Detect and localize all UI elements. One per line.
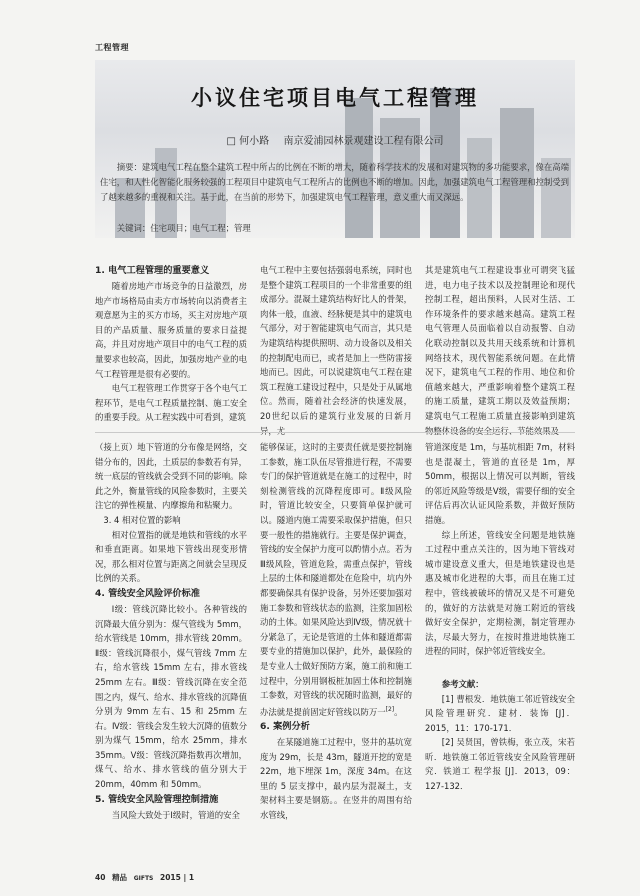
upper-column-1 xyxy=(95,263,247,428)
section-divider xyxy=(95,432,575,433)
byline xyxy=(95,132,575,147)
author: □ 何小路 xyxy=(226,136,270,147)
paragraph: 电气工程管理工作贯穿于各个电气工程环节，是电气工程质量控制、施工安全的重要手段。从工程实践中可看到，建筑 xyxy=(95,383,247,423)
article-title: 小议住宅项目电气工程管理 xyxy=(191,85,479,110)
paragraph xyxy=(260,440,412,719)
citation: [2] xyxy=(385,705,395,713)
column-tag: 工程管理 xyxy=(95,43,129,52)
upper-column-2 xyxy=(260,263,412,436)
paragraph: 相对位置指的就是地铁和管线的水平和垂直距离。如果地下管线出现变形情况，那么相对位置与距离之间就会呈现反比例的关系。 xyxy=(95,529,247,584)
section-heading: 6. 案例分析 xyxy=(260,721,310,733)
page-number: 40 xyxy=(95,873,106,882)
section-heading: 4. 管线安全风险评价标准 xyxy=(95,587,200,599)
paragraph: 综上所述，管线安全问题是地铁施工过程中重点关注的，因为地下管线对城市建设意义重大，但是地铁建设也是惠及城市化进程的大事，而且在施工过程中，管线被破坏的情况又是不可避免的，做好的方法就是对施工附近的管线做好安全保护，定期检测，制定管理办法，尽最大努力，在按时推进地铁施工进程的同时，保护邻近管线安全。 xyxy=(425,529,575,657)
paragraph: 在某隧道施工过程中，竖井的基坑宽度为 29m，长是 43m，隧道开挖的宽是 22m，地下埋深 1m，深度 34m。在这里的 5 层支撑中，最内层为混凝土，支架材料主要是钢筋。。在竖井的周围有给水管线， xyxy=(260,737,412,821)
paragraph: 其是建筑电气工程建设事业可谓突飞猛进，电力电子技术以及控制理论和现代控制工程，超出预料，人民对生活、工作环境条件的要求越来越高。建筑工程电气管理人员面临着以自动报警、自动化联动控制以及共用天线系统和计算机网络技术，现代智能系统问题。在此情况下，建筑电气工程的作用、地位和价值越来越大，严重影响着整个建筑工程的施工质量，建筑工期以及效益预期；建筑电气工程施工质量直接影响到建筑物整体设备的安全运行、节能效果及 xyxy=(425,265,575,436)
paragraph: 随着房地产市场竞争的日益激烈，房地产市场格局由卖方市场转向以消费者主观意愿为主的买方市场，买主对房地产项目的产品质量、服务质量的要求日益提高，并且对房地产项目中的电气工程的质量要求也较高，因此，加强房地产业的电气工程管理是很有必要的。 xyxy=(95,281,247,379)
magazine-brand-en: GIFTS xyxy=(133,875,154,882)
paragraph: 当风险大致处于Ⅰ级时，管道的安全 xyxy=(111,809,240,820)
upper-column-3 xyxy=(425,263,575,436)
lower-column-1 xyxy=(95,440,247,865)
keywords: 关键词：住宅项目；电气工程；管理 xyxy=(116,223,251,233)
magazine-brand: 精品 xyxy=(112,873,128,882)
abstract-text: 摘要：建筑电气工程在整个建筑工程中所占的比例在不断的增大，随着科学技术的发展和对建筑物的多功能要求，像在高端住宅，和人性化智能化服务较强的工程项目中建筑电气工程所占的比例也不断的增加。因此，加强建筑电气工程管理和控制受到了越来越多的重视和关注。基于此，在当前的形势下，加强建筑电气工程管理，意义重大而又深远。 xyxy=(100,162,570,202)
paragraph: 电气工程中主要包括强弱电系统，同时也是整个建筑工程项目的一个非常重要的组成部分。混凝土建筑结构好比人的骨架，肉体一般，血液、经脉便是其中的建筑电气部分，对于智能建筑电气而言，其只是为建筑结构提供照明、动力设备以及相关的控制配电而已，或者是加上一些防雷接地而已。因此，可以说建筑电气工程在建筑工程施工建设过程中，只是处于从属地位。然而，随着社会经济的快速发展，20世纪以后的建筑行业发展的日新月异，尤 xyxy=(260,265,412,436)
paragraph: （接上页）地下管道的分布像是网络，交错分布的，因此，土质层的参数若有异，统一底层的管线就会受到不同的影响。除此之外，衡量管线的风险参数时，主要关注它的弹性模量、内摩擦角和粘聚力。 xyxy=(95,442,247,511)
affiliation: 南京爱浦园林景观建设工程有限公司 xyxy=(283,136,444,147)
paragraph-text: 能够保证，这时的主要责任就是要控制施工参数，施工队伍尽管推进行程，不需要专门的保护管道就是在施工的过程中，时刻检测管线的沉降程度即可。Ⅱ级风险时，管道比较安全，只要简单保护就可以。隧道内施工需要采取保护措施，但只要一般性的措施就行。主要是保护调查，管线的安全保护力度可以酌情小点。若为Ⅲ级风险，管道危险，需重点保护，管线上层的土体和隧道都处在危险中，坑内外都要确保具有保护设备，另外还要加强对施工参数和管线状态的监测，注浆加固松动的土体。如果风险达到Ⅳ级，情况就十分紧急了，无论是管道的土体和隧道都需要专业的措施加以保护，此外，最保险的是专业人士做好预防方案，施工前和施工过程中，分别用钢板桩加固土体和控制施工参数，对管线的状况随时监测，最好的办法就是提前固定好管线以防万一 xyxy=(260,442,412,717)
lower-column-2 xyxy=(260,440,412,865)
issue-number: 2015 | 1 xyxy=(159,873,195,882)
page-footer xyxy=(95,872,198,883)
paragraph: Ⅰ级：管线沉降比较小。各种管线的沉降最大值分别为：煤气管线为 5mm，给水管线是 10mm，排水管线 20mm。Ⅱ级：管线沉降很小，煤气管线 7mm 左右，给水管线 15mm 左右，排水管线 25mm 左右。Ⅲ级：管线沉降在安全范围之内，煤气、给水、排水管线的沉降值分别为 9mm 左右、15 和 25mm 左右。Ⅳ级：管线会发生较大沉降的值数分别为煤气 15mm，给水 25mm，排水 35mm。Ⅴ级：管线沉降指数再次增加，煤气、给水、排水管线的值分别大于 20mm，40mm 和 50mm。 xyxy=(95,603,247,790)
paragraph-end: 。 xyxy=(394,706,403,717)
subsection-heading: 3. 4 相对位置的影响 xyxy=(103,514,181,525)
paragraph: 管道深度是 1m，与基坑相距 7m，材料也是混凝土，管道的直径是 1m，厚 50mm，根据以上情况可以判断，管线的邻近风险等级是Ⅴ级，需要仔细的安全评估后再次认证风险系数，并做好预防措施。 xyxy=(425,442,575,525)
lower-column-3 xyxy=(425,440,575,865)
abstract xyxy=(100,160,570,205)
references-title: 参考文献： xyxy=(441,678,484,689)
reference-item: [2] 吴贤国，曾铁梅，张立茂，宋若昕．地铁施工邻近管线安全风险管理研究．铁道工 程学报 [J]．2013，09：127-132． xyxy=(425,737,575,792)
section-heading: 1. 电气工程管理的重要意义 xyxy=(95,265,210,276)
section-heading: 5. 管线安全风险管理控制措施 xyxy=(95,793,219,805)
reference-item: [1] 曹根发．地铁施工邻近管线安全风险管理研究．建材．装饰 [J]．2015，11：170-171． xyxy=(425,693,575,733)
